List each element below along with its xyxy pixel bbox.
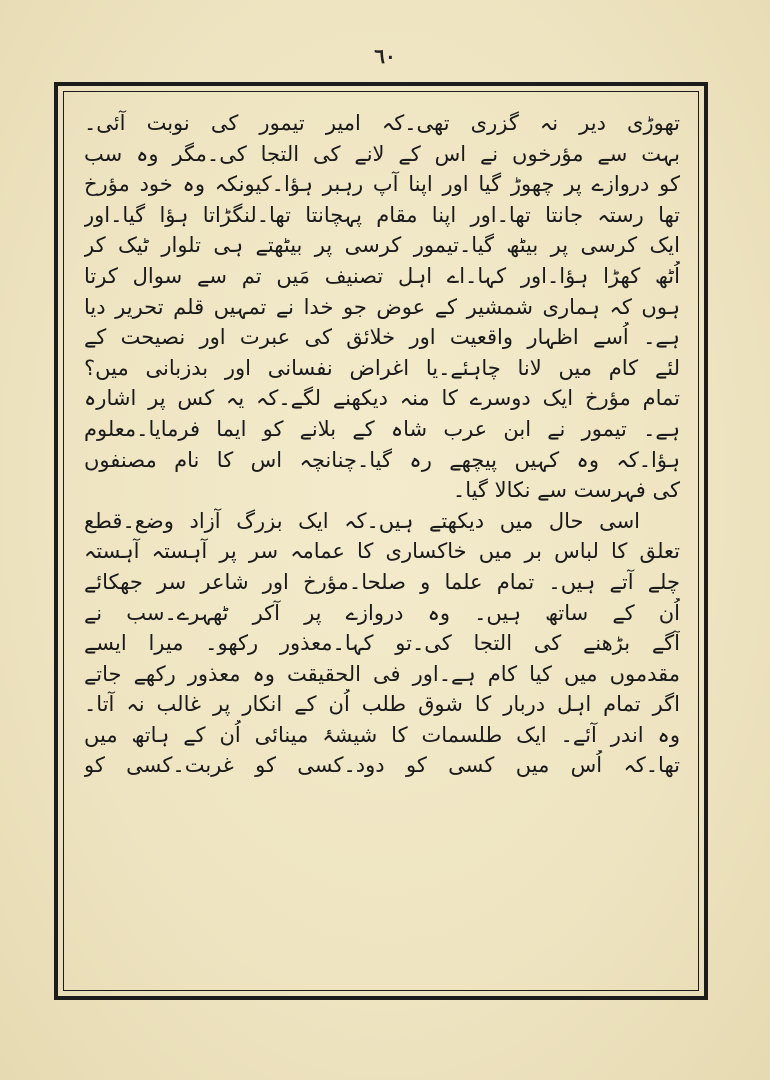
text-line: اُن کے ساتھ ہیں۔ وہ دروازے پر آکر ٹھہرے۔سب نے	[84, 600, 680, 625]
text-line: لئے کام میں لانا چاہئے۔یا اغراض نفسانی اور بدزبانی میں؟	[84, 355, 680, 380]
text-line: آگے بڑھنے کی التجا کی۔تو کہا۔معذور رکھو۔ میرا ایسے	[84, 631, 680, 656]
text-line: بہت سے مؤرخوں نے اس کے لانے کی التجا کی۔مگر وہ سب	[84, 141, 680, 166]
text-line: تھا۔کہ اُس میں کسی کو دود۔کسی کو غربت۔کسی کو	[84, 753, 680, 778]
text-line: ایک کرسی پر بیٹھ گیا۔تیمور کرسی پر بیٹھتے ہی تلوار ٹیک کر	[84, 233, 680, 258]
text-line: کی فہرست سے نکالا گیا۔	[452, 478, 680, 503]
text-line: تعلق کا لباس بر میں خاکساری کا عمامہ سر پر آہستہ آہستہ	[84, 539, 680, 564]
text-line: کو دروازے پر چھوڑ گیا اور اپنا آپ رہبر ہؤا۔کیونکہ وہ خود مؤرخ	[84, 172, 680, 197]
text-line: ہؤا۔کہ وہ کہیں پیچھے رہ گیا۔چنانچہ اس کا نام مصنفوں	[84, 447, 680, 472]
text-line: وہ اندر آئے۔ ایک طلسمات کا شیشۂ مینائی اُن کے ہاتھ میں	[84, 722, 680, 747]
text-line: ہے۔ اُسے اظہار واقعیت اور خلائق کی عبرت اور نصیحت کے	[84, 325, 680, 350]
text-line: ہے۔ تیمور نے ابن عرب شاہ کے بلانے کو ایما فرمایا۔معلوم	[84, 416, 680, 441]
text-line: تھا رستہ جانتا تھا۔اور اپنا مقام پہچانتا تھا۔لنگڑاتا ہؤا گیا۔اور	[84, 202, 680, 227]
text-line: تمام مؤرخ ایک دوسرے کا منہ دیکھنے لگے۔کہ یہ کس پر اشارہ	[84, 386, 680, 411]
text-line: تھوڑی دیر نہ گزری تھی۔کہ امیر تیمور کی نوبت آئی۔	[84, 111, 680, 135]
text-line: اگر تمام اہل دربار کا شوق طلب اُن کے انکار پر غالب نہ آتا۔	[84, 692, 680, 717]
body-text	[84, 108, 680, 978]
text-line: مقدموں میں کیا کام ہے۔اور فی الحقیقت وہ معذور رکھے جاتے	[84, 661, 680, 686]
page-number: ٦٠	[374, 44, 396, 68]
text-line: اسی حال میں دیکھتے ہیں۔کہ ایک بزرگ آزاد وضع۔قطع	[84, 508, 640, 533]
text-line: اُٹھ کھڑا ہؤا۔اور کہا۔اے اہل تصنیف مَیں تم سے سوال کرتا	[84, 263, 680, 288]
text-line: ہوں کہ ہماری شمشیر کے عوض جو خدا نے تمہیں قلم تحریر دیا	[84, 294, 680, 319]
text-line: چلے آتے ہیں۔ تمام علما و صلحا۔مؤرخ اور شاعر سر جھکائے	[84, 569, 680, 594]
